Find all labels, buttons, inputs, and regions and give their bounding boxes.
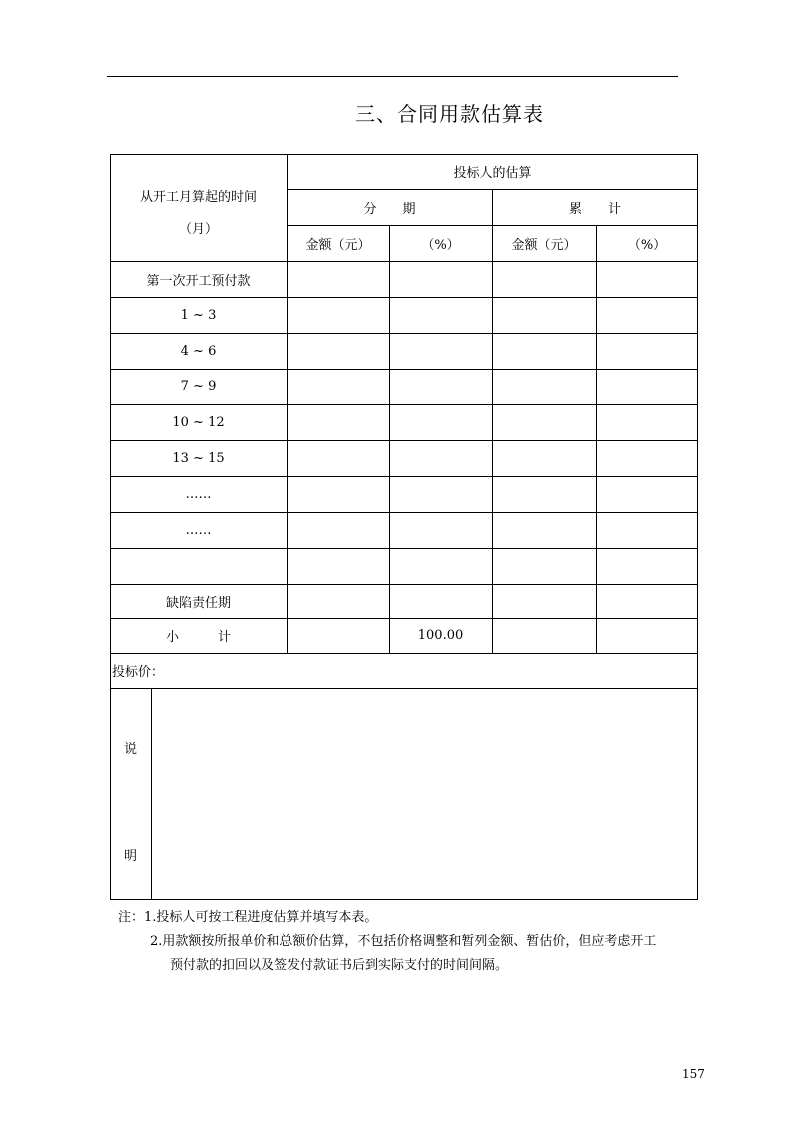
row-label: 小 计 <box>165 630 231 645</box>
note-1: 注：1.投标人可按工程进度估算并填写本表。 <box>118 910 378 925</box>
row-period-percent <box>389 440 492 476</box>
header-period-label: 分 期 <box>363 201 416 217</box>
header-time-unit: （月） <box>178 221 218 237</box>
page-number: 157 <box>682 1067 705 1081</box>
row-period-percent <box>389 369 492 404</box>
row-period-percent <box>389 297 492 333</box>
row-period-percent <box>389 261 492 297</box>
page-title <box>0 98 793 127</box>
col-line <box>287 261 288 653</box>
row-label: 7 ~ 9 <box>180 379 217 394</box>
remark-char-2: 明 <box>123 849 137 864</box>
col-line <box>596 261 597 653</box>
row-period-percent <box>389 548 492 584</box>
row-label: 4 ~ 6 <box>180 343 217 359</box>
header-cum-amount: 金额（元） <box>511 237 577 253</box>
row-period-percent <box>389 512 492 548</box>
header-period-amount: 金额（元） <box>305 237 371 253</box>
row-label: 第一次开工预付款 <box>146 273 251 289</box>
row-period-percent <box>389 333 492 369</box>
header-group-label: 投标人的估算 <box>453 166 532 181</box>
header-time-label: 从开工月算起的时间 <box>139 189 257 205</box>
row-label: 1 ~ 3 <box>180 307 217 323</box>
row-label: 缺陷责任期 <box>165 595 231 611</box>
row-label: 10 ~ 12 <box>172 414 225 430</box>
row-period-percent <box>389 584 492 618</box>
note-2: 2.用款额按所报单价和总额价估算，不包括价格调整和暂列金额、暂估价，但应考虑开工 <box>150 934 657 949</box>
remark-vline <box>151 688 152 900</box>
remark-char-1: 说 <box>123 742 137 757</box>
note-3: 预付款的扣回以及签发付款证书后到实际支付的时间间隔。 <box>170 958 509 973</box>
row-label: …… <box>185 522 212 538</box>
row-label: …… <box>185 486 212 502</box>
row-period-percent <box>389 404 492 440</box>
bid-price-label: 投标价： <box>112 665 165 680</box>
page-title-text: 三、合同用款估算表 <box>355 102 544 126</box>
row-period-percent <box>389 476 492 512</box>
header-cumulative-label: 累 计 <box>568 201 621 217</box>
bid-price-line <box>110 688 698 689</box>
header-cum-percent: （%） <box>627 237 667 253</box>
row-label <box>110 548 287 584</box>
row-label: 13 ~ 15 <box>172 450 225 466</box>
top-rule <box>107 76 678 77</box>
row-period-percent: 100.00 <box>417 628 464 643</box>
header-period-percent: （%） <box>421 237 460 253</box>
col-line <box>492 261 493 653</box>
